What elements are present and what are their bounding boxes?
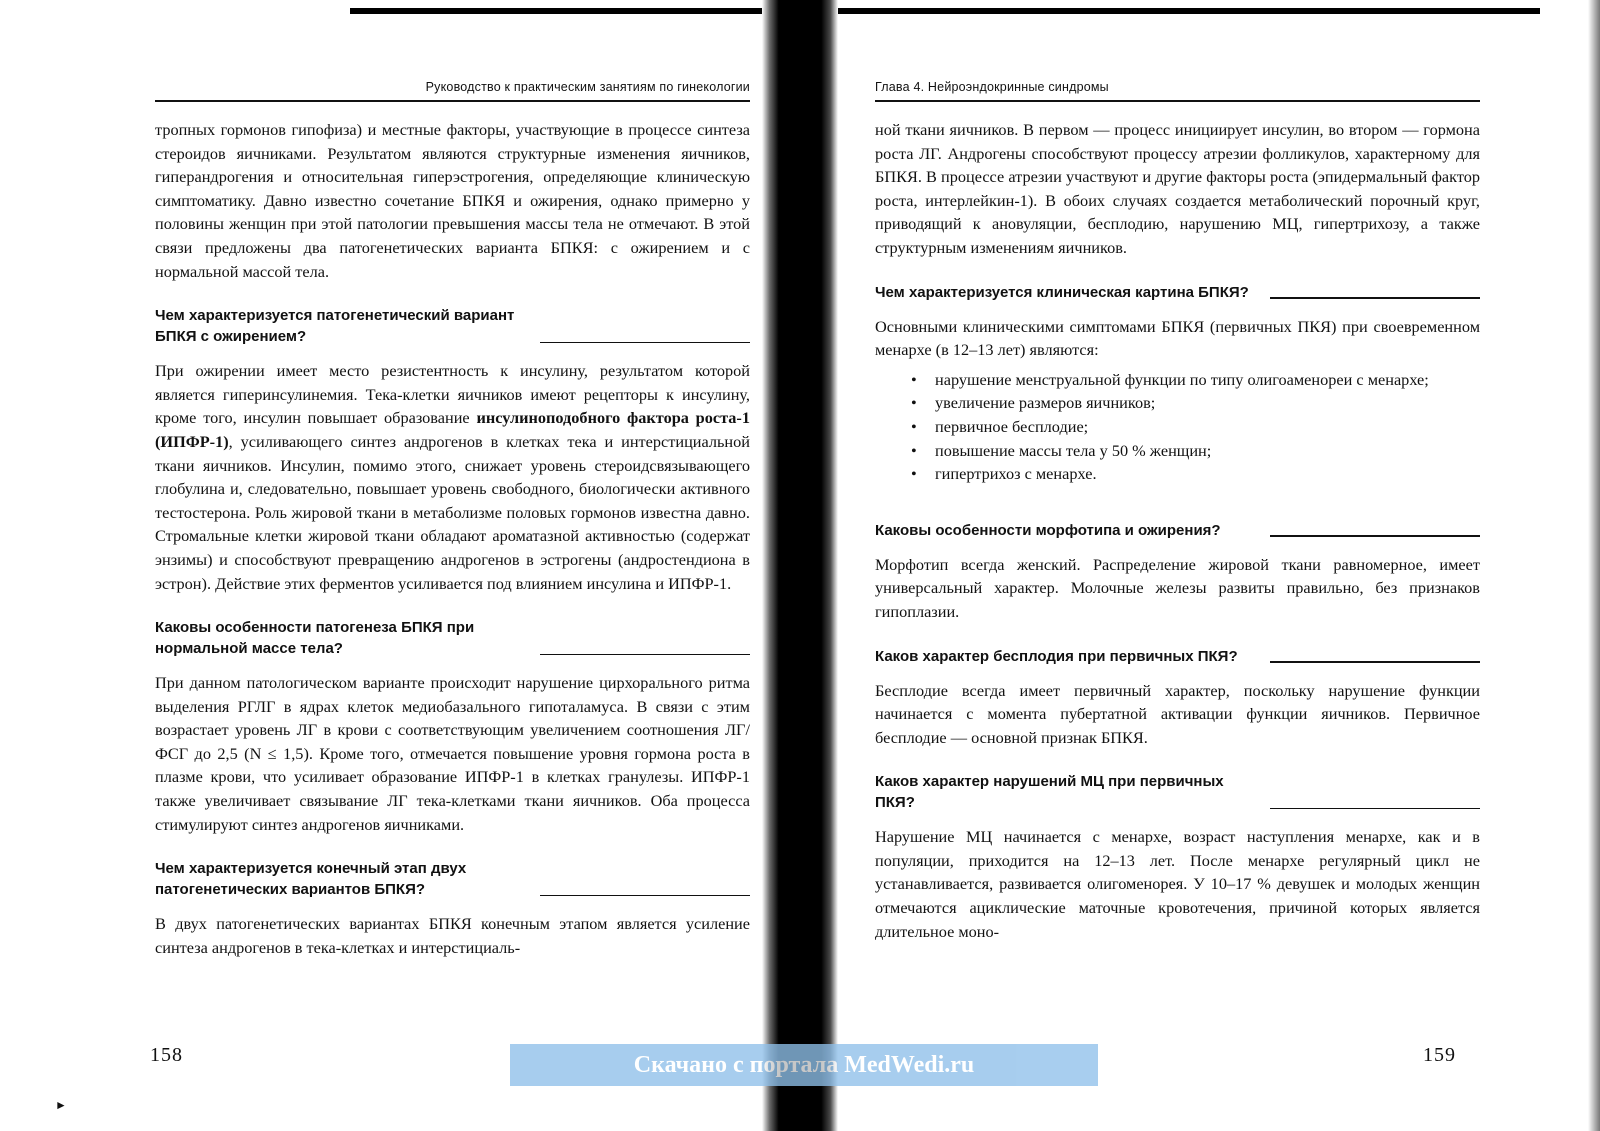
list-item-text: гипертрихоз с менархе. bbox=[935, 464, 1097, 484]
question-text: Чем характеризуется конечный этап двух патогенетических вариантов БПКЯ? bbox=[155, 860, 467, 899]
list-item-text: нарушение менструальной функции по типу олигоаменореи с менархе; bbox=[935, 369, 1429, 389]
question-text: Каков характер бесплодия при первичных ПКЯ? bbox=[875, 647, 1238, 665]
heading-rule bbox=[1270, 297, 1480, 299]
left-page bbox=[0, 0, 790, 1131]
question-heading bbox=[155, 858, 750, 900]
question-text: Каковы особенности патогенеза БПКЯ при нормальной массе тела? bbox=[155, 619, 475, 658]
paragraph: Нарушение МЦ начинается с менархе, возраст наступления менархе, как и в популяции, приходится на 12–13 лет. После менархе регулярный цикл не устанавливается, развивается олигоменорея. У 10–17 % девушек и молодых женщин отмечаются ациклические маточные кровотечения, причиной которых является длительное моно- bbox=[875, 827, 1480, 941]
page-content bbox=[875, 118, 1480, 943]
list-item bbox=[911, 415, 1480, 439]
heading-rule bbox=[540, 654, 750, 656]
running-head: Руководство к практическим занятиям по гинекологии bbox=[425, 80, 750, 94]
question-heading bbox=[155, 305, 750, 347]
question-heading bbox=[875, 520, 1480, 541]
paragraph: В двух патогенетических вариантах БПКЯ конечным этапом является усиление синтеза андрогенов в тека-клетках и интерстициаль- bbox=[155, 914, 750, 957]
paragraph: Бесплодие всегда имеет первичный характер, поскольку нарушение функции начинается с момента пубертатной активации функции яичников. Первичное бесплодие — основной признак БПКЯ. bbox=[875, 680, 1480, 747]
running-head: Глава 4. Нейроэндокринные синдромы bbox=[875, 80, 1109, 94]
watermark-banner: Скачано с портала MedWedi.ru bbox=[510, 1044, 1098, 1086]
question-heading bbox=[875, 282, 1480, 303]
question-heading bbox=[875, 646, 1480, 667]
paragraph-text: , усиливающего синтез андрогенов в клетках тека и интерстициальной ткани яичников. Инсулин, помимо этого, снижает уровень стероидсвязывающего глобулина и, следовательно, повышает уровень свободного, биологически активного тестостерона. Роль жировой ткани в метаболизме половых гормонов известна давно. Стромальные клетки жировой ткани обладают ароматазной активностью (содержат энзимы) и способствуют превращению андрогенов в эстрогены (андростендиона в эстрон). Действие этих ферментов усиливается под влиянием инсулина и ИПФР-1. bbox=[155, 431, 750, 593]
list-item bbox=[911, 439, 1480, 463]
list-item-text: увеличение размеров яичников; bbox=[935, 393, 1156, 413]
question-text: Каков характер нарушений МЦ при первичных ПКЯ? bbox=[875, 773, 1224, 812]
list-item bbox=[911, 368, 1480, 392]
paragraph: тропных гормонов гипофиза) и местные факторы, участвующие в процессе синтеза стероидов яичниками. Результатом являются структурные изменения яичников, гиперандрогения и относительная гиперэстрогения, определяющие клиническую симптоматику. Давно известно сочетание БПКЯ и ожирения, однако примерно у половины женщин при этой патологии превышения массы тела не отмечают. В этой связи предложены два патогенетических варианта БПКЯ: с ожирением и с нормальной массой тела. bbox=[155, 120, 750, 281]
question-heading bbox=[875, 771, 1480, 813]
question-text: Каковы особенности морфотипа и ожирения? bbox=[875, 521, 1221, 539]
heading-rule bbox=[540, 895, 750, 897]
paragraph: Морфотип всегда женский. Распределение жировой ткани равномерное, имеет универсальный характер. Молочные железы развиты правильно, без признаков гипоплазии. bbox=[875, 554, 1480, 621]
list-item bbox=[911, 391, 1480, 415]
header-rule bbox=[155, 100, 750, 102]
header-rule bbox=[875, 100, 1480, 102]
page-number: 158 bbox=[150, 1044, 183, 1066]
bullet: • bbox=[911, 464, 917, 484]
question-heading bbox=[155, 617, 750, 659]
question-text: Чем характеризуется патогенетический вариант БПКЯ с ожирением? bbox=[155, 307, 515, 346]
list-item-text: первичное бесплодие; bbox=[935, 416, 1089, 436]
right-page bbox=[840, 0, 1600, 1131]
scan-corner-mark: ► bbox=[55, 1098, 67, 1112]
paragraph: ной ткани яичников. В первом — процесс инициирует инсулин, во втором — гормона роста ЛГ. Андрогены способствуют процессу атрезии фолликулов, характерному для БПКЯ. В процессе атрезии участвуют и другие факторы роста (эпидермальный фактор роста, интерлейкин-1). В обоих случаях создается метаболический порочный круг, приводящий к ановуляции, бесплодию, нарушению МЦ, гипертрихозу, а также структурным изменениям яичников. bbox=[875, 120, 1480, 257]
symptom-list bbox=[875, 368, 1480, 486]
paragraph: Основными клиническими симптомами БПКЯ (первичных ПКЯ) при своевременном менархе (в 12–13 лет) являются: bbox=[875, 316, 1480, 360]
heading-rule bbox=[1270, 535, 1480, 537]
heading-rule bbox=[540, 342, 750, 344]
bullet: • bbox=[911, 369, 917, 389]
heading-rule bbox=[1270, 808, 1480, 810]
paragraph: При данном патологическом варианте происходит нарушение цирхорального ритма выделения РГЛГ в ядрах клеток медиобазального гипоталамуса. В связи с этим возрастает уровень ЛГ в крови с соответствующим увеличением соотношения ЛГ/ФСГ до 2,5 (N ≤ 1,5). Кроме того, отмечается повышение уровня гормона роста в плазме крови, что усиливает образование ИПФР-1 в клетках гранулезы. ИПФР-1 также увеличивает связывание ЛГ тека-клетками ткани яичников. Оба процесса стимулируют синтез андрогенов яичниками. bbox=[155, 673, 750, 834]
bullet: • bbox=[911, 393, 917, 413]
question-text: Чем характеризуется клиническая картина БПКЯ? bbox=[875, 283, 1249, 301]
list-item bbox=[911, 462, 1480, 486]
bullet: • bbox=[911, 440, 917, 460]
page-content bbox=[155, 118, 750, 959]
paragraph bbox=[155, 359, 750, 595]
page-number: 159 bbox=[1423, 1044, 1456, 1066]
paragraph-text: При ожирении имеет место резистентность к инсулину, результатом которой является гиперинсулинемия. Тека-клетки яичников имеют рецепторы к инсулину, кроме того, инсулин повышает образование bbox=[155, 361, 750, 428]
bold-term: инсулиноподобного фактора роста-1 (ИПФР-1) bbox=[155, 408, 750, 451]
list-item-text: повышение массы тела у 50 % женщин; bbox=[935, 440, 1212, 460]
bullet: • bbox=[911, 416, 917, 436]
heading-rule bbox=[1270, 661, 1480, 663]
